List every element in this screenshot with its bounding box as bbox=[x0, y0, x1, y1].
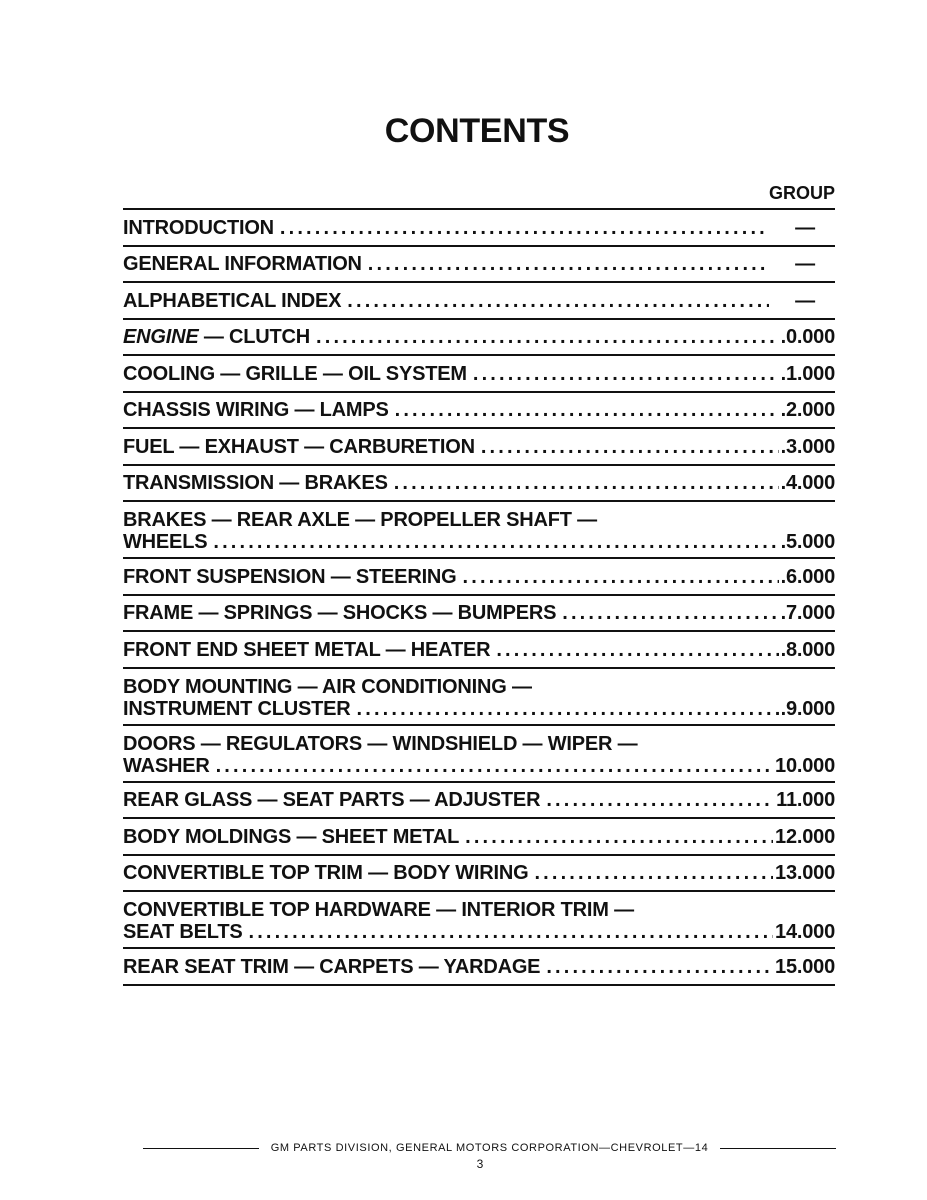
toc-entry-group-number: — bbox=[795, 289, 815, 312]
toc-entry-title: FRONT END SHEET METAL — HEATER bbox=[123, 638, 491, 661]
dot-leader bbox=[368, 253, 769, 276]
toc-entry bbox=[123, 949, 835, 986]
toc-entry-title bbox=[123, 326, 310, 349]
toc-entry-group-number: 10.000 bbox=[775, 754, 835, 777]
toc-entry bbox=[123, 892, 835, 949]
toc-entry-group-number: .9.000 bbox=[780, 697, 835, 720]
toc-entry-title: CONVERTIBLE TOP TRIM — BODY WIRING bbox=[123, 862, 529, 884]
toc-entry-line bbox=[123, 399, 835, 422]
toc-entry-title-rest: — CLUTCH bbox=[198, 326, 311, 348]
toc-entry-group-number: — bbox=[795, 253, 815, 275]
dot-leader bbox=[496, 639, 778, 662]
toc-entry-line bbox=[123, 566, 835, 589]
toc-entry-title: CHASSIS WIRING — LAMPS bbox=[123, 399, 389, 421]
toc-entry-title: FRONT SUSPENSION — STEERING bbox=[123, 565, 457, 588]
dot-leader bbox=[394, 472, 779, 495]
toc-entry-line bbox=[123, 363, 835, 386]
toc-entry-group-number: .1.000 bbox=[780, 362, 835, 385]
toc-entry bbox=[123, 283, 835, 320]
page-footer bbox=[143, 1142, 836, 1154]
table-of-contents bbox=[123, 208, 835, 986]
footer-rule-left bbox=[143, 1148, 259, 1149]
dot-leader bbox=[465, 826, 773, 849]
toc-entry bbox=[123, 429, 835, 466]
toc-entry-line bbox=[123, 826, 835, 849]
dot-leader bbox=[213, 531, 778, 554]
toc-entry bbox=[123, 466, 835, 503]
toc-entry bbox=[123, 596, 835, 633]
toc-entry-group-number: — bbox=[795, 216, 815, 239]
toc-entry-line bbox=[123, 862, 835, 885]
toc-entry-line bbox=[123, 755, 835, 778]
toc-entry bbox=[123, 632, 835, 669]
toc-entry-title: INSTRUMENT CLUSTER bbox=[123, 697, 351, 720]
toc-entry-group-number: .6.000 bbox=[780, 565, 835, 588]
toc-entry-title: ALPHABETICAL INDEX bbox=[123, 289, 342, 312]
toc-entry-group-number: .2.000 bbox=[780, 399, 835, 421]
toc-entry-title-italic: ENGINE bbox=[123, 326, 199, 348]
toc-entry-group-number: .8.000 bbox=[780, 638, 835, 661]
dot-leader bbox=[481, 436, 779, 459]
toc-entry-line bbox=[123, 639, 835, 662]
toc-entry-title: WHEELS bbox=[123, 531, 208, 553]
toc-entry-group-number: 15.000 bbox=[775, 955, 835, 978]
toc-entry-title: FUEL — EXHAUST — CARBURETION bbox=[123, 435, 475, 458]
toc-entry-group-number: .0.000 bbox=[780, 326, 835, 348]
toc-entry-line bbox=[123, 436, 835, 459]
toc-entry-line bbox=[123, 290, 835, 313]
toc-entry-group-number: 13.000 bbox=[775, 862, 835, 884]
dot-leader bbox=[546, 789, 774, 812]
toc-entry-group-number: .5.000 bbox=[780, 531, 835, 553]
footer-rule-right bbox=[720, 1148, 836, 1149]
toc-entry-line bbox=[123, 789, 835, 812]
toc-entry bbox=[123, 783, 835, 820]
toc-entry-group-number: .3.000 bbox=[780, 435, 835, 458]
dot-leader bbox=[249, 921, 774, 944]
toc-entry-title: TRANSMISSION — BRAKES bbox=[123, 472, 388, 494]
toc-entry-title: BODY MOLDINGS — SHEET METAL bbox=[123, 825, 460, 848]
toc-entry-title: INTRODUCTION bbox=[123, 216, 274, 239]
toc-entry-title-line1: BRAKES — REAR AXLE — PROPELLER SHAFT — bbox=[123, 509, 597, 531]
page-number: 3 bbox=[476, 1157, 484, 1171]
toc-entry bbox=[123, 393, 835, 430]
dot-leader bbox=[316, 326, 779, 349]
toc-entry bbox=[123, 356, 835, 393]
toc-entry-title-line1: BODY MOUNTING — AIR CONDITIONING — bbox=[123, 675, 532, 698]
toc-entry-line bbox=[123, 253, 835, 276]
toc-entry-title: WASHER bbox=[123, 754, 210, 777]
toc-entry bbox=[123, 856, 835, 893]
toc-entry-line bbox=[123, 956, 835, 979]
toc-entry-title: SEAT BELTS bbox=[123, 921, 243, 943]
toc-entry bbox=[123, 669, 835, 726]
toc-entry bbox=[123, 726, 835, 783]
group-column-header: GROUP bbox=[768, 183, 835, 203]
dot-leader bbox=[473, 363, 779, 386]
toc-entry-line bbox=[123, 217, 835, 240]
dot-leader bbox=[347, 290, 769, 313]
footer-text: GM PARTS DIVISION, GENERAL MOTORS CORPORATION—CHEVROLET—14 bbox=[270, 1142, 709, 1154]
toc-entry-line bbox=[123, 472, 835, 495]
toc-entry-title-line1: DOORS — REGULATORS — WINDSHIELD — WIPER — bbox=[123, 732, 638, 755]
dot-leader bbox=[280, 217, 769, 240]
toc-entry-title: REAR SEAT TRIM — CARPETS — YARDAGE bbox=[123, 955, 541, 978]
toc-entry bbox=[123, 320, 835, 357]
toc-entry bbox=[123, 210, 835, 247]
dot-leader bbox=[534, 862, 773, 885]
dot-leader bbox=[546, 956, 773, 979]
page-title: CONTENTS bbox=[384, 112, 570, 150]
toc-entry bbox=[123, 819, 835, 856]
dot-leader bbox=[562, 602, 778, 625]
dot-leader bbox=[463, 566, 779, 589]
toc-entry-group-number: 14.000 bbox=[775, 921, 835, 943]
toc-entry-group-number: .7.000 bbox=[780, 602, 835, 624]
toc-entry bbox=[123, 502, 835, 559]
toc-entry-title: COOLING — GRILLE — OIL SYSTEM bbox=[123, 362, 467, 385]
toc-entry-title: GENERAL INFORMATION bbox=[123, 253, 362, 275]
dot-leader bbox=[216, 755, 773, 778]
dot-leader bbox=[357, 698, 779, 721]
dot-leader bbox=[395, 399, 779, 422]
toc-entry-title: REAR GLASS — SEAT PARTS — ADJUSTER bbox=[123, 789, 541, 811]
toc-entry-line bbox=[123, 326, 835, 349]
toc-entry-group-number: 12.000 bbox=[775, 825, 835, 848]
toc-entry-title: FRAME — SPRINGS — SHOCKS — BUMPERS bbox=[123, 602, 557, 624]
toc-entry bbox=[123, 247, 835, 284]
toc-entry-group-number: .4.000 bbox=[780, 472, 835, 494]
toc-entry-line bbox=[123, 602, 835, 625]
toc-entry-line bbox=[123, 921, 835, 944]
toc-entry-group-number: 11.000 bbox=[776, 789, 835, 811]
toc-entry-title-line1: CONVERTIBLE TOP HARDWARE — INTERIOR TRIM — bbox=[123, 899, 634, 921]
toc-entry-line bbox=[123, 698, 835, 721]
toc-entry bbox=[123, 559, 835, 596]
toc-entry-line bbox=[123, 531, 835, 554]
